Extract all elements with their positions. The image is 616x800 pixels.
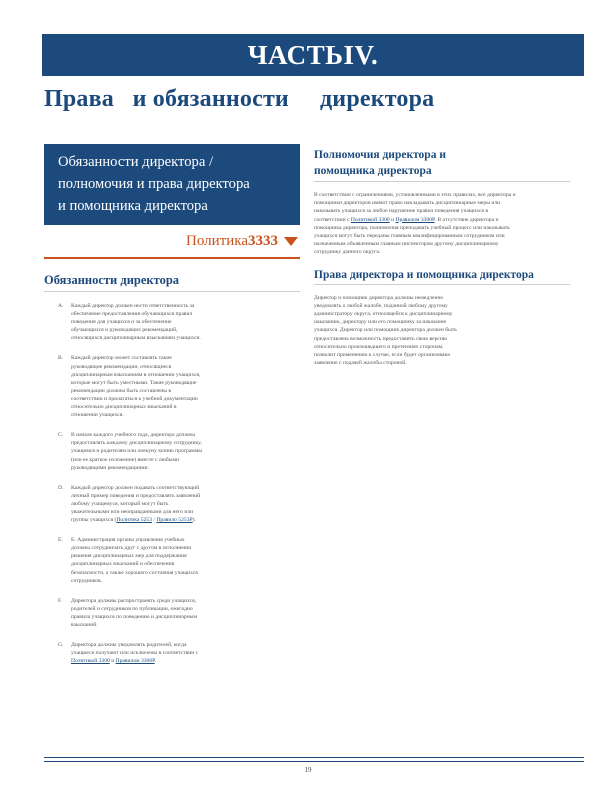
item-letter: F. <box>58 597 63 604</box>
separator: и <box>389 216 396 223</box>
separator: / <box>152 517 157 524</box>
list-item <box>44 484 300 524</box>
item-letter: A. <box>58 303 64 309</box>
rights-paragraph: Директор и помощник директора должны немедленно уведомлять о любой жалобе, поданной любому другому администратору округа, относящейся к дисциплинарному наказанию, директору или его помощнику за наказание учащихся. Директор или помощник директора должен быть предоставлена возможность предоставить свою версию относительно произошедшего и претензиях сторонам, позволит применению к случае, если будет организовано заявление с подачей жалобы стороной. <box>314 294 457 367</box>
paragraph-text: . В отсутствие директора и помощника директора, полномочия преподавать учебный процесс или наказывать учащихся могут быть переданы главным квалифицированным сотрудником или назначенным объявленным главным инспектором другому дисциплинарному сотруднику данного округа. <box>314 216 510 256</box>
page-number: 19 <box>304 766 312 774</box>
policy-link[interactable]: Политикой 3300 <box>71 658 110 665</box>
item-text: Каждый директор должен подавать соответствующий личный пример поведения и предоставлять заявлений любому учащемуся, который могут быть уважительными или неоправданными для него или группы учащихся ( <box>71 484 201 524</box>
section-title-box: Обязанности директора / полномочия и права директора и помощника директора <box>44 144 300 225</box>
triangle-down-icon <box>284 237 298 246</box>
item-text: В начале каждого учебного года, директора должны предоставлять каждому дисциплинарному сотруднику, учащимся и родителям или опекуну копию программы (или ее краткое изложение) вместе с любыми руководящими рекомендациями. <box>71 432 203 471</box>
authority-heading: Полномочия директора и помощника директора <box>314 147 570 182</box>
duties-list <box>44 302 300 665</box>
item-letter: G. <box>58 642 64 649</box>
list-item <box>44 431 300 471</box>
right-column <box>314 147 570 367</box>
separator: и <box>109 658 116 665</box>
rule-link[interactable]: Правилом 3300P <box>115 658 155 665</box>
item-text: Директора должны уведомлять родителей, когда учащиеся получают или исключены в соответствии с <box>71 642 199 657</box>
paragraph-text: В соответствии с ограничениями, установленными в этих правилах, все директора и помощники директоров имеют право накладывать дисциплинарные меры или наказывать учащихся за любое нарушение правил поведения учащихся в соответствии с <box>314 192 516 223</box>
item-tail: ). <box>192 517 196 524</box>
list-item <box>44 597 300 629</box>
policy-link[interactable]: Политика 5253 <box>116 517 152 524</box>
item-text: E. Администрация органы управления учебных должны сотрудничать друг с другом в исполнении решения дисциплинарных мер для поддержания дисциплинарных взысканий и обеспечения безопасности, а также хорошего состояния учащихся сотрудников. <box>71 537 198 584</box>
footer-divider <box>44 757 584 758</box>
item-letter: D. <box>58 484 64 491</box>
rule-link[interactable]: Правило 5253P <box>156 517 193 524</box>
rights-heading: Права директора и помощника директора <box>314 269 570 285</box>
item-text: Директора должны распространять среди учащихся, родителей и сотрудников по публикации, ежегодно правила учащихся по поведению и дисциплинарным взысканий. <box>71 597 197 628</box>
policy-label: Политика <box>186 232 248 249</box>
policy-number: 3333 <box>248 232 278 249</box>
list-item <box>44 302 300 342</box>
list-item <box>44 536 300 585</box>
rule-link[interactable]: Правилом 3300P <box>395 216 435 223</box>
item-text: Каждый директор должен нести ответственность за обеспечение предоставления обучающихся правил поведения для учащихся и за обеспечение обучающихся и руководящих рекомендаций, относящихся дисциплинарным взысканиям учащихся. <box>71 303 201 342</box>
item-text-block <box>71 484 203 524</box>
part-banner: ЧАСТЬIV. <box>42 34 584 76</box>
list-item <box>44 354 300 419</box>
left-column <box>44 144 300 677</box>
section-heading: Обязанности директора <box>44 273 300 292</box>
item-letter: C. <box>58 432 64 439</box>
page-title: Права и обязанности директора <box>44 86 435 112</box>
item-text-block <box>71 641 203 665</box>
policy-link[interactable]: Политикой 3300 <box>350 216 390 223</box>
item-tail: . <box>154 658 157 665</box>
policy-reference <box>44 230 300 252</box>
item-text: Каждый директор может составлять такие руководящие рекомендации, относящиеся дисциплинарным взысканиям в отношении учащихся, которые могут быть уместными. Такие руководящие рекомендации должны быть составлены в соответствии и прилагаться к учебной документации относительно дисциплинарных взысканий в отношении учащихся. <box>71 355 201 419</box>
divider <box>44 257 300 259</box>
authority-paragraph <box>314 191 519 257</box>
list-item <box>44 641 300 665</box>
footer-divider <box>44 761 584 762</box>
item-letter: E. <box>58 537 63 544</box>
item-letter: B. <box>58 355 64 362</box>
